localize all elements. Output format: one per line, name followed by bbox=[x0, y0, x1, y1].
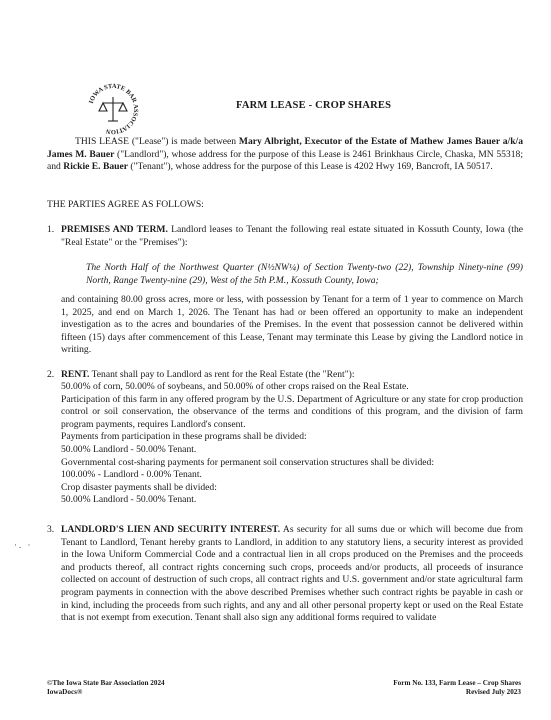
section-landlords-lien: LANDLORD'S LIEN AND SECURITY INTEREST. As security for all sums due or which will become due from Tenant to Landlord, Tenant hereby grants to Landlord, in addition to any statutory liens, a security interest as provided in the Iowa Uniform Commercial Code and a contractual lien in all crops produced on the Premises and the proceeds and products thereof, all contract rights concerning such crops, proceeds and/or products, all proceeds of insurance collected on account of destruction of such crops, all contract rights and U.S. government and/or state agricultural farm program payments in connection with the above described Premises whether such contract rights be payable in cash or in kind, including the proceeds from such rights, and any and all other personal property kept or used on the Real Estate that is not exempt from execution. Tenant shall also sign any additional forms required to validate bbox=[61, 524, 523, 624]
section-rent: RENT. Tenant shall pay to Landlord as rent for the Real Estate (the "Rent"): bbox=[61, 369, 355, 380]
tenant-name: Rickie E. Bauer bbox=[63, 161, 129, 173]
landlord-name: Mary Albright, Executor of the Estate of Mathew James Bauer a/k/a James M. Bauer bbox=[47, 136, 524, 160]
footer-form-number: Form No. 133, Farm Lease – Crop Shares Revised July 2023 bbox=[393, 679, 521, 696]
term-paragraph: and containing 80.00 gross acres, more or less, with possession by Tenant for a term of 1 year to commence on March 1, 2025, and end on March 1, 2026. The Tenant has had or been offered an opportunity to make an independent investigation as to the acres and boundaries of the Premises. In the event that possession cannot be delivered within fifteen (15) days after commencement of this Lease, Tenant may terminate this Lease by giving the Landlord notice in writing. bbox=[61, 294, 523, 356]
lease-intro-paragraph: THIS LEASE ("Lease") is made between Mary Albright, Executor of the Estate of Mathew James Bauer a/k/a James M. Bauer ("Landlord"), whose address for the purpose of this Lease is 2461 Brinkhaus Circle, Chaska, MN 55318; and Rickie E. Bauer ("Tenant"), whose address for the purpose of this Lease is 4202 Hwy 169, Bancroft, IA 50517. bbox=[47, 136, 524, 173]
rent-details bbox=[61, 381, 523, 507]
rent-line: 50.00% of corn, 50.00% of soybeans, and 50.00% of other crops raised on the Real Estate. bbox=[61, 381, 409, 392]
rent-line: 50.00% Landlord - 50.00% Tenant. bbox=[61, 443, 197, 455]
svg-text:IOWA STATE BAR ASSOCIATION: IOWA STATE BAR ASSOCIATION bbox=[87, 82, 140, 136]
section-number: 1. bbox=[47, 224, 55, 235]
section-number: 2. bbox=[47, 369, 55, 380]
rent-line: Payments from participation in these programs shall be divided: bbox=[61, 431, 307, 443]
footer-copyright: ©The Iowa State Bar Association 2024 IowaDocs® bbox=[47, 679, 165, 696]
rent-line: Crop disaster payments shall be divided: bbox=[61, 481, 217, 493]
iowa-state-bar-seal-logo bbox=[84, 80, 142, 138]
rent-line: Participation of this farm in any offered program by the U.S. Department of Agriculture or any state for crop production control or soil conservation, the observance of the terms and conditions of this program, and the division of farm program payments, requires Landlord's consent. bbox=[61, 393, 523, 430]
rent-line: 50.00% Landlord - 50.00% Tenant. bbox=[61, 494, 197, 506]
legal-description: The North Half of the Northwest Quarter (N½NW¼) of Section Twenty-two (22), Township Ninety-nine (99) North, Range Twenty-nine (29), West of the 5th P.M., Kossuth County, Iowa; bbox=[86, 262, 523, 286]
parties-agree-heading: THE PARTIES AGREE AS FOLLOWS: bbox=[47, 199, 204, 210]
section-number: 3. bbox=[47, 524, 55, 535]
document-title: FARM LEASE - CROP SHARES bbox=[236, 100, 392, 111]
stray-scan-mark: ·. · bbox=[14, 540, 33, 550]
rent-line: 100.00% - Landlord - 0.00% Tenant. bbox=[61, 469, 202, 481]
rent-line: Governmental cost-sharing payments for permanent soil conservation structures shall be divided: bbox=[61, 456, 434, 468]
section-premises-and-term: PREMISES AND TERM. Landlord leases to Tenant the following real estate situated in Kossuth County, Iowa (the "Real Estate" or the "Premises"): bbox=[61, 224, 523, 248]
